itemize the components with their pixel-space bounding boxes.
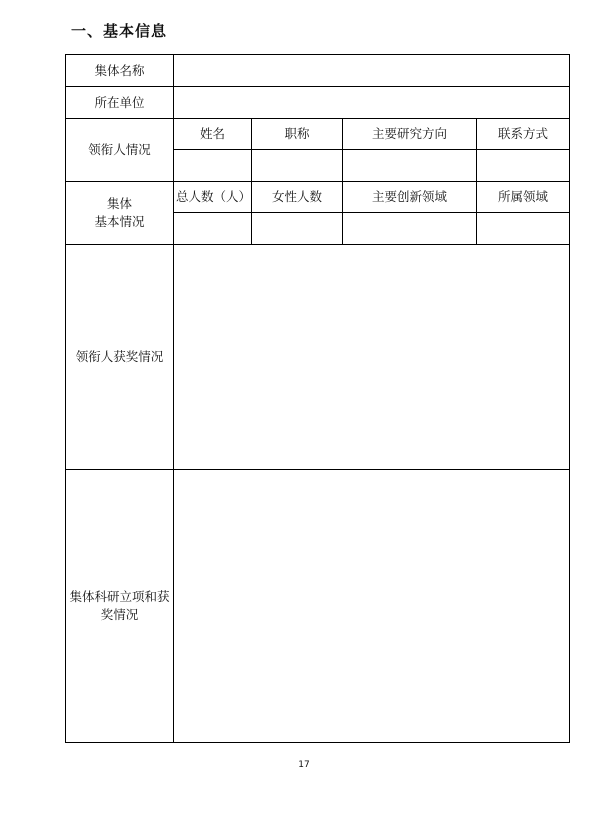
basic-header-innovation: 主要创新领域 — [343, 182, 477, 213]
leader-research-field[interactable] — [343, 150, 477, 182]
leader-label: 领衔人情况 — [66, 119, 174, 182]
basic-info-label — [66, 182, 174, 245]
collective-name-field[interactable] — [174, 55, 570, 87]
section-heading: 一、基本信息 — [71, 22, 168, 40]
research-awards-label — [66, 470, 174, 743]
leader-name-field[interactable] — [174, 150, 252, 182]
page-number: 17 — [298, 760, 310, 770]
leader-header-title: 职称 — [252, 119, 343, 150]
research-awards-label-line1: 集体科研立项和获 — [69, 589, 170, 604]
basic-info-table — [65, 54, 570, 743]
leader-header-contact: 联系方式 — [477, 119, 570, 150]
collective-name-label: 集体名称 — [66, 55, 174, 87]
basic-header-field: 所属领域 — [477, 182, 570, 213]
leader-header-research: 主要研究方向 — [343, 119, 477, 150]
basic-female-field[interactable] — [252, 213, 343, 245]
basic-info-label-line1: 集体 — [106, 196, 132, 211]
leader-awards-label: 领衔人获奖情况 — [66, 245, 174, 470]
basic-header-total: 总人数（人） — [174, 182, 252, 213]
unit-label: 所在单位 — [66, 87, 174, 119]
basic-field-field[interactable] — [477, 213, 570, 245]
research-awards-field[interactable] — [174, 470, 570, 743]
leader-title-field[interactable] — [252, 150, 343, 182]
basic-header-female: 女性人数 — [252, 182, 343, 213]
research-awards-label-line2: 奖情况 — [100, 607, 139, 622]
basic-innovation-field[interactable] — [343, 213, 477, 245]
basic-total-field[interactable] — [174, 213, 252, 245]
basic-info-label-line2: 基本情况 — [94, 214, 145, 229]
leader-header-name: 姓名 — [174, 119, 252, 150]
unit-field[interactable] — [174, 87, 570, 119]
leader-contact-field[interactable] — [477, 150, 570, 182]
leader-awards-field[interactable] — [174, 245, 570, 470]
